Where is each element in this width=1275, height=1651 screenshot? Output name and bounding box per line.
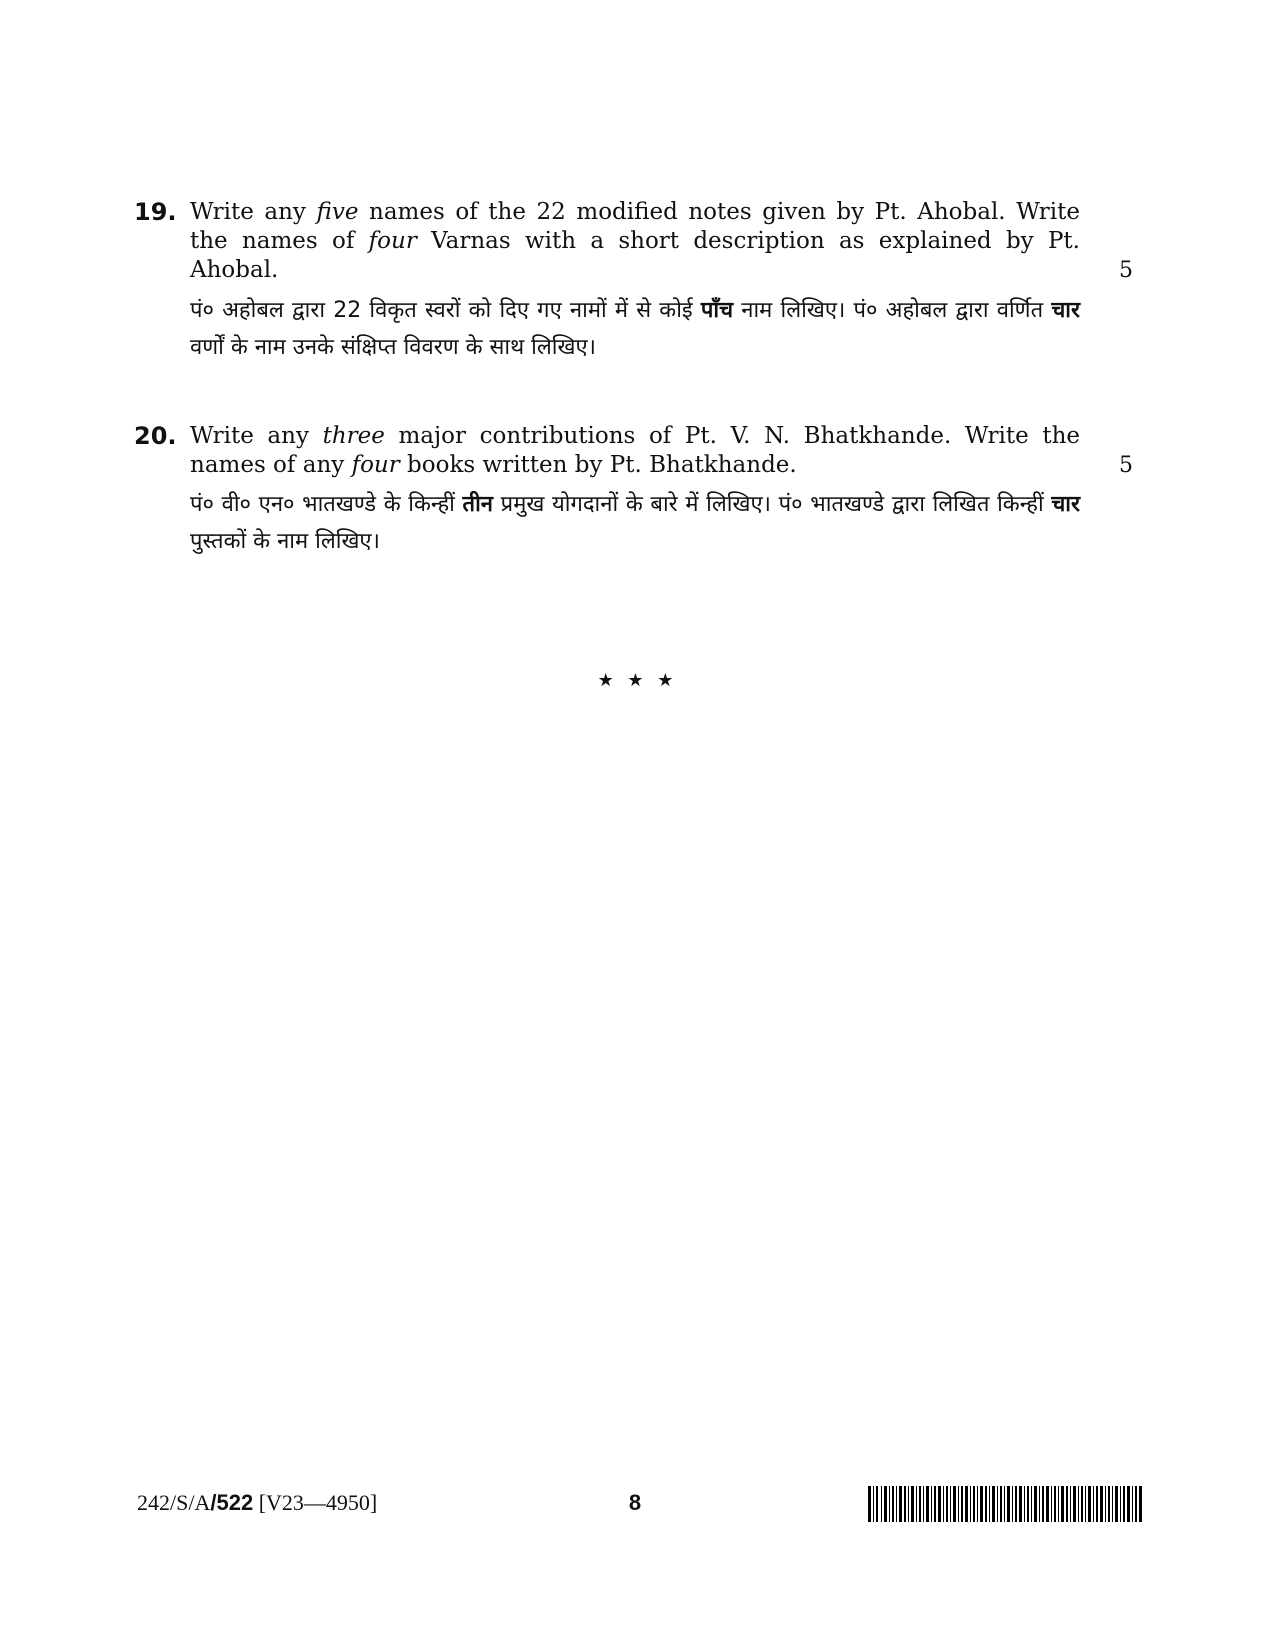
end-marker-stars: ★ ★ ★ [597, 670, 678, 691]
paper-code-version: [V23—4950] [253, 1490, 378, 1515]
barcode-icon [868, 1486, 1142, 1522]
text-span: नाम लिखिए। पं० अहोबल द्वारा वर्णित [733, 298, 1052, 323]
question-text-english [190, 422, 1080, 480]
bold-word: पाँच [700, 298, 734, 323]
text-span: Varnas with a short description as explained by Pt. Ahobal. [190, 228, 1080, 283]
text-span: names of the 22 modified notes given by Pt. Ahobal. Write the names of [190, 199, 1081, 254]
emphasis: five [316, 199, 359, 225]
bold-word: तीन [462, 492, 493, 517]
text-span: books written by Pt. Bhatkhande. [399, 452, 797, 478]
text-span: पुस्तकों के नाम लिखिए। [190, 529, 380, 554]
question-number: 20. [134, 422, 177, 450]
text-span: major contributions of Pt. V. N. Bhatkhande. Write the names of any [190, 423, 1080, 478]
emphasis: three [322, 423, 385, 449]
text-span: वर्णों के नाम उनके संक्षिप्त विवरण के साथ लिखिए। [190, 335, 596, 360]
text-span: पं० वी० एन० भातखण्डे के किन्हीं [190, 492, 463, 517]
paper-code-number: /522 [210, 1490, 254, 1515]
marks: 5 [1119, 453, 1133, 478]
marks: 5 [1119, 258, 1133, 283]
question-text-hindi [190, 292, 1080, 366]
emphasis: four [351, 452, 400, 478]
question-text-english [190, 198, 1080, 285]
paper-code [137, 1490, 377, 1516]
text-span: प्रमुख योगदानों के बारे में लिखिए। पं० भातखण्डे द्वारा लिखित किन्हीं [493, 492, 1052, 517]
text-span: पं० अहोबल द्वारा 22 विकृत स्वरों को दिए गए नामों में से कोई [190, 298, 701, 323]
bold-word: चार [1051, 492, 1080, 517]
page-number: 8 [628, 1490, 642, 1515]
question-number: 19. [134, 198, 177, 226]
question-text-hindi [190, 486, 1080, 560]
text-span: Write any [190, 423, 323, 449]
text-span: Write any [190, 199, 317, 225]
bold-word: चार [1051, 298, 1080, 323]
paper-code-prefix: 242/S/A [137, 1490, 211, 1515]
emphasis: four [368, 228, 417, 254]
